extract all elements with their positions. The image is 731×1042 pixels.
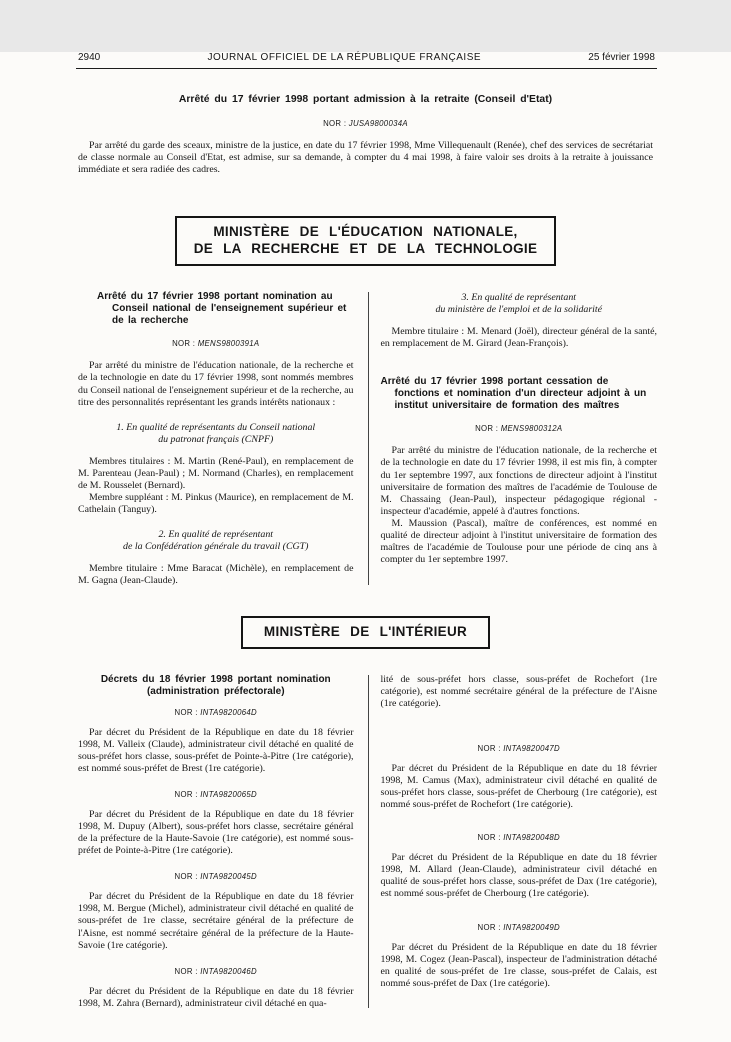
title-line: (administration préfectorale) bbox=[146, 686, 285, 698]
nor-line bbox=[381, 744, 658, 753]
article-title bbox=[78, 674, 354, 699]
paragraph: M. Maussion (Pascal), maître de conférences, est nommé en qualité de directeur adjoint à l'institut universitaire de formation des maîtres de l'académie de Toulouse pour une période de cinq ans à compter du 1er septembre 1997. bbox=[380, 517, 657, 566]
column-divider bbox=[368, 675, 369, 1008]
subheading-line: du ministère de l'emploi et de la solidarité bbox=[435, 303, 603, 315]
nor-line bbox=[78, 339, 354, 348]
title-line: Décrets du 18 février 1998 portant nomination bbox=[100, 673, 331, 685]
nor-line bbox=[78, 872, 354, 881]
paragraph: Membres titulaires : M. Martin (René-Paul), en remplacement de M. Parenteau (Jean-Paul) ; M. Normand (Charles), en remplacement de M. Rousselet (Bernard). bbox=[78, 455, 354, 491]
nor-code: INTA9820049D bbox=[503, 922, 560, 932]
ministry-banner-education bbox=[175, 216, 557, 266]
nor-code: JUSA9800034A bbox=[348, 118, 408, 128]
nor-line bbox=[381, 923, 658, 932]
nor-code: INTA9820045D bbox=[200, 872, 257, 882]
page-number: 2940 bbox=[78, 52, 101, 63]
banner-line-1: MINISTÈRE DE L'INTÉRIEUR bbox=[263, 624, 468, 640]
nor-code: INTA9820065D bbox=[200, 789, 257, 799]
article-title: Arrêté du 17 février 1998 portant nomination au Conseil national de l'enseignement supérieur et de la recherche bbox=[97, 290, 347, 327]
paragraph: Par arrêté du ministre de l'éducation nationale, de la recherche et de la technologie en date du 17 février 1998, sont nommés membres du Conseil national de l'enseignement supérieur et de la recherche, au titre des personnalités représentant les grands intérêts nationaux : bbox=[78, 360, 354, 408]
subheading-line: du patronat français (CNPF) bbox=[158, 433, 274, 445]
ministry-banner-interior bbox=[241, 616, 490, 649]
nor-label: NOR : bbox=[174, 872, 198, 882]
banner-line-1: MINISTÈRE DE L'ÉDUCATION NATIONALE, bbox=[213, 223, 518, 239]
nor-line bbox=[78, 967, 354, 976]
nor-label: NOR : bbox=[174, 789, 198, 799]
nor-label: NOR : bbox=[477, 922, 501, 932]
nor-line bbox=[381, 424, 658, 433]
nor-label: NOR : bbox=[174, 966, 198, 976]
paragraph: Membre suppléant : M. Pinkus (Maurice), en remplacement de M. Cathelain (Tanguy). bbox=[78, 491, 354, 515]
nor-code: MENS9800391A bbox=[197, 339, 260, 349]
education-column-right bbox=[368, 291, 658, 587]
subsection-heading-3 bbox=[381, 292, 658, 316]
masthead-rule bbox=[76, 68, 657, 69]
interior-section bbox=[78, 674, 657, 1010]
subheading-line: 1. En qualité de représentants du Conseil national bbox=[116, 421, 316, 433]
page-masthead bbox=[78, 52, 655, 63]
nor-label: NOR : bbox=[174, 707, 198, 717]
article-body: Par arrêté du garde des sceaux, ministre de la justice, en date du 17 février 1998, Mme Villequenault (Renée), chef des services de secrétariat de classe normale au Conseil d'Etat, est admise, sur sa demande, à compter du 4 mai 1998, à faire valoir ses droits à la retraite à jouissance immédiate et sera radiée des cadres. bbox=[78, 139, 653, 175]
issue-date: 25 février 1998 bbox=[588, 52, 655, 63]
education-column-left bbox=[78, 291, 368, 587]
subheading-line: 3. En qualité de représentant bbox=[461, 291, 577, 303]
decree-paragraph: Par décret du Président de la République en date du 18 février 1998, M. Camus (Max), administrateur civil détaché en qualité de sous-préfet hors classe, sous-préfet de Cherbourg (1re catégorie), est nommé sous-préfet de Rochefort (1re catégorie). bbox=[380, 762, 657, 811]
nor-code: INTA9820046D bbox=[200, 966, 257, 976]
article-title: Arrêté du 17 février 1998 portant cessation de fonctions et nomination d'un directeur adjoint à un institut universitaire de formation des maîtres bbox=[380, 375, 647, 412]
column-divider bbox=[368, 292, 369, 585]
education-section bbox=[78, 291, 657, 587]
article-title: Arrêté du 17 février 1998 portant admission à la retraite (Conseil d'Etat) bbox=[178, 94, 553, 105]
decree-paragraph-continuation: lité de sous-préfet hors classe, sous-préfet de Rochefort (1re catégorie), est nommé secrétaire général de la préfecture de l'Aisne (1re catégorie). bbox=[380, 673, 657, 709]
nor-label: NOR : bbox=[477, 833, 501, 843]
nor-code: INTA9820048D bbox=[503, 833, 560, 843]
interior-column-left bbox=[78, 674, 368, 1010]
paragraph: Membre titulaire : M. Menard (Joël), directeur général de la santé, en remplacement de M. Girard (Jean-François). bbox=[380, 325, 657, 349]
journal-title: JOURNAL OFFICIEL DE LA RÉPUBLIQUE FRANÇAISE bbox=[207, 52, 482, 63]
nor-label: NOR : bbox=[477, 743, 501, 753]
nor-line bbox=[78, 790, 354, 799]
subsection-heading-2 bbox=[78, 529, 354, 553]
nor-code: MENS9800312A bbox=[500, 424, 563, 434]
decree-paragraph: Par décret du Président de la République en date du 18 février 1998, M. Bergue (Michel), administrateur civil détaché en qualité de sous-préfet de 1re classe, secrétaire général de la préfecture de l'Aisne, est nommé secrétaire général de la préfecture de la Haute-Savoie (1re catégorie). bbox=[78, 891, 354, 951]
paragraph: Membre titulaire : Mme Baracat (Michèle), en remplacement de M. Gagna (Jean-Claude). bbox=[78, 562, 354, 586]
decree-paragraph: Par décret du Président de la République en date du 18 février 1998, M. Dupuy (Albert), sous-préfet hors classe, secrétaire général de la préfecture de la Haute-Savoie (1re catégorie), est nommé sous-préfet de Pointe-à-Pitre (1re catégorie). bbox=[78, 808, 354, 857]
decree-paragraph: Par décret du Président de la République en date du 18 février 1998, M. Allard (Jean-Claude), administrateur civil détaché en qualité de sous-préfet hors classe, sous-préfet de Dax (1re catégorie), est nommé sous-préfet de Cherbourg (1re catégorie). bbox=[380, 852, 657, 900]
nor-label: NOR : bbox=[323, 118, 347, 128]
journal-officiel-page bbox=[0, 52, 731, 1042]
decree-paragraph: Par décret du Président de la République en date du 18 février 1998, M. Cogez (Jean-Pascal), inspecteur de l'administration détaché en qualité de sous-préfet de 1re classe, sous-préfet de Calais, est nommé sous-préfet de Dax (1re catégorie). bbox=[380, 941, 657, 989]
nor-code: INTA9820047D bbox=[503, 743, 560, 753]
nor-line bbox=[78, 119, 653, 128]
nor-label: NOR : bbox=[475, 424, 499, 434]
decree-paragraph: Par décret du Président de la République en date du 18 février 1998, M. Zahra (Bernard), administrateur civil détaché en qua- bbox=[78, 985, 354, 1009]
subheading-line: 2. En qualité de représentant bbox=[158, 529, 274, 541]
nor-label: NOR : bbox=[172, 339, 196, 349]
nor-line bbox=[381, 833, 658, 842]
subheading-line: de la Confédération générale du travail (CGT) bbox=[123, 540, 309, 552]
banner-line-2: DE LA RECHERCHE ET DE LA TECHNOLOGIE bbox=[193, 241, 538, 257]
paragraph: Par arrêté du ministre de l'éducation nationale, de la recherche et de la technologie en date du 17 février 1998, il est mis fin, à compter du 1er septembre 1997, aux fonctions de directeur adjoint à l'institut universitaire de formation des maîtres de l'académie de Toulouse de M. Chassaing (Jean-Paul), inspecteur pédagogique régional - inspecteur d'académie, appelé à d'autres fonctions. bbox=[380, 445, 657, 517]
decree-paragraph: Par décret du Président de la République en date du 18 février 1998, M. Valleix (Claude), administrateur civil détaché en qualité de sous-préfet hors classe, sous-préfet de Pointe-à-Pitre (1re catégorie), est nommé sous-préfet de Brest (1re catégorie). bbox=[78, 726, 354, 774]
article-retirement bbox=[78, 94, 653, 176]
interior-column-right bbox=[368, 674, 658, 1010]
nor-code: INTA9820064D bbox=[200, 707, 257, 717]
subsection-heading-1 bbox=[78, 422, 354, 446]
nor-line bbox=[78, 708, 354, 717]
